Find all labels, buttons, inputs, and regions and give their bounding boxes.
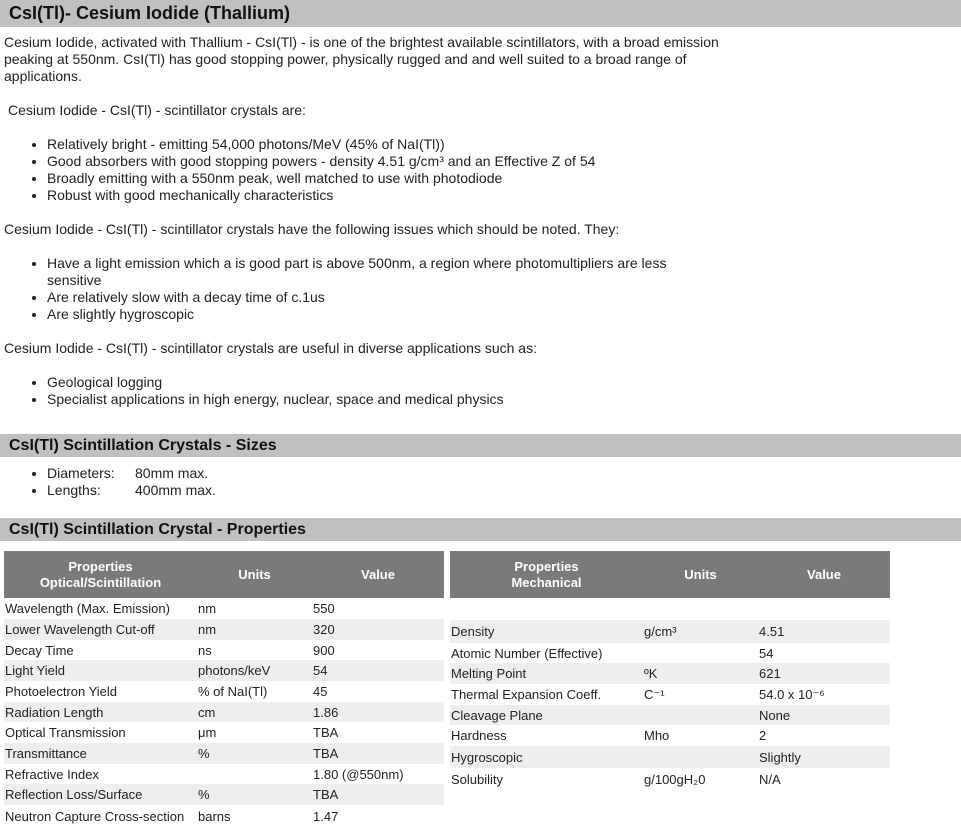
value-cell: 54 [758,643,890,663]
units-cell: photons/keV [197,660,312,681]
property-name-cell: Lower Wavelength Cut-off [4,619,197,640]
list-item: • Relatively bright - emitting 54,000 photons/MeV (45% of NaI(Tl)) [47,136,720,153]
size-label: Lengths: [47,482,101,498]
size-value: 80mm max. [135,465,209,481]
column-header: Value [312,551,444,598]
value-cell: Slightly [758,746,890,768]
property-name-cell: Melting Point [450,663,643,684]
value-cell: TBA [312,743,444,764]
property-name-cell: Wavelength (Max. Emission) [4,598,197,619]
list-item [47,465,216,482]
table-row [450,684,890,705]
table-row [4,764,444,784]
table-row [4,805,444,827]
units-cell: g/cm³ [643,620,758,643]
property-name-cell: Transmittance [4,743,197,764]
units-cell: ºK [643,663,758,684]
value-cell: N/A [758,768,890,790]
table-row [450,746,890,768]
property-name-cell: Solubility [450,768,643,790]
column-header: Properties Optical/Scintillation [4,551,197,598]
sizes-list [0,465,216,499]
table-row [450,768,890,790]
property-name-cell [450,598,643,620]
property-name-cell: Hardness [450,725,643,746]
value-cell [758,598,890,620]
list-item: • Are slightly hygroscopic [47,306,690,323]
optical-properties-table [4,551,444,827]
value-cell: 1.47 [312,805,444,827]
mechanical-properties-table [450,551,890,790]
units-cell: ns [197,640,312,660]
list-item: • Geological logging [47,374,720,391]
list-item: • Have a light emission which a is good part is above 500nm, a region where photomultipliers are less sensitive [47,255,690,289]
units-cell: % [197,784,312,805]
table-row [450,705,890,725]
property-name-cell: Radiation Length [4,702,197,722]
value-cell: 1.86 [312,702,444,722]
units-cell: Mho [643,725,758,746]
table-row [450,620,890,643]
applications-intro: Cesium Iodide - CsI(Tl) - scintillator crystals are useful in diverse applications such as: [4,340,537,356]
value-cell: 54.0 x 10⁻⁶ [758,684,890,705]
size-label: Diameters: [47,465,115,481]
property-name-cell: Density [450,620,643,643]
table-row [450,643,890,663]
value-cell: TBA [312,784,444,805]
table-row [4,743,444,764]
property-name-cell: Optical Transmission [4,722,197,743]
table-row [4,598,444,619]
size-value: 400mm max. [135,482,216,498]
property-name-cell: Photoelectron Yield [4,681,197,702]
table-row [450,598,890,620]
property-name-cell: Light Yield [4,660,197,681]
intro-paragraph: Cesium Iodide, activated with Thallium - CsI(Tl) - is one of the brightest available scintillators, with a broad emission peaking at 550nm. CsI(Tl) has good stopping power, physically rugged and and well suited to a broad range of applications. [4,34,719,84]
list-item: • Are relatively slow with a decay time of c.1us [47,289,690,306]
property-name-cell: Neutron Capture Cross-section [4,805,197,827]
table-row [4,640,444,660]
table-row [4,702,444,722]
property-name-cell: Thermal Expansion Coeff. [450,684,643,705]
table-row [4,784,444,805]
list-item: • Good absorbers with good stopping powers - density 4.51 g/cm³ and an Effective Z of 54 [47,153,720,170]
table-row [4,660,444,681]
properties-heading: CsI(Tl) Scintillation Crystal - Properties [0,518,961,541]
units-cell [643,705,758,725]
table-row [450,725,890,746]
value-cell: 900 [312,640,444,660]
value-cell: 621 [758,663,890,684]
table-row [450,663,890,684]
units-cell: nm [197,619,312,640]
units-cell: C⁻¹ [643,684,758,705]
column-header: Properties Mechanical [450,551,643,598]
sizes-heading: CsI(Tl) Scintillation Crystals - Sizes [0,434,961,457]
list-item: • Robust with good mechanically characteristics [47,187,720,204]
units-cell: % [197,743,312,764]
value-cell: 45 [312,681,444,702]
value-cell: 54 [312,660,444,681]
applications-list [0,374,720,408]
value-cell: 320 [312,619,444,640]
issues-list [0,255,690,323]
property-name-cell: Decay Time [4,640,197,660]
value-cell: None [758,705,890,725]
units-cell: cm [197,702,312,722]
advantages-intro: Cesium Iodide - CsI(Tl) - scintillator crystals are: [8,102,306,118]
column-header: Units [197,551,312,598]
list-item: • Specialist applications in high energy, nuclear, space and medical physics [47,391,720,408]
column-header: Units [643,551,758,598]
units-cell: nm [197,598,312,619]
units-cell [643,746,758,768]
units-cell: barns [197,805,312,827]
value-cell: 1.80 (@550nm) [312,764,444,784]
property-name-cell: Hygroscopic [450,746,643,768]
units-cell [643,598,758,620]
table-row [4,681,444,702]
column-header: Value [758,551,890,598]
issues-intro: Cesium Iodide - CsI(Tl) - scintillator crystals have the following issues which should be noted. They: [4,221,620,237]
list-item: • Broadly emitting with a 550nm peak, well matched to use with photodiode [47,170,720,187]
value-cell: 550 [312,598,444,619]
page-title: CsI(Tl)- Cesium Iodide (Thallium) [0,0,961,27]
value-cell: 2 [758,725,890,746]
property-name-cell: Refractive Index [4,764,197,784]
units-cell: % of NaI(Tl) [197,681,312,702]
property-name-cell: Cleavage Plane [450,705,643,725]
table-row [4,722,444,743]
units-cell [643,643,758,663]
table-row [4,619,444,640]
property-name-cell: Reflection Loss/Surface [4,784,197,805]
units-cell: g/100gH₂0 [643,768,758,790]
value-cell: TBA [312,722,444,743]
value-cell: 4.51 [758,620,890,643]
units-cell: μm [197,722,312,743]
list-item [47,482,216,499]
units-cell [197,764,312,784]
advantages-list [0,136,720,204]
property-name-cell: Atomic Number (Effective) [450,643,643,663]
